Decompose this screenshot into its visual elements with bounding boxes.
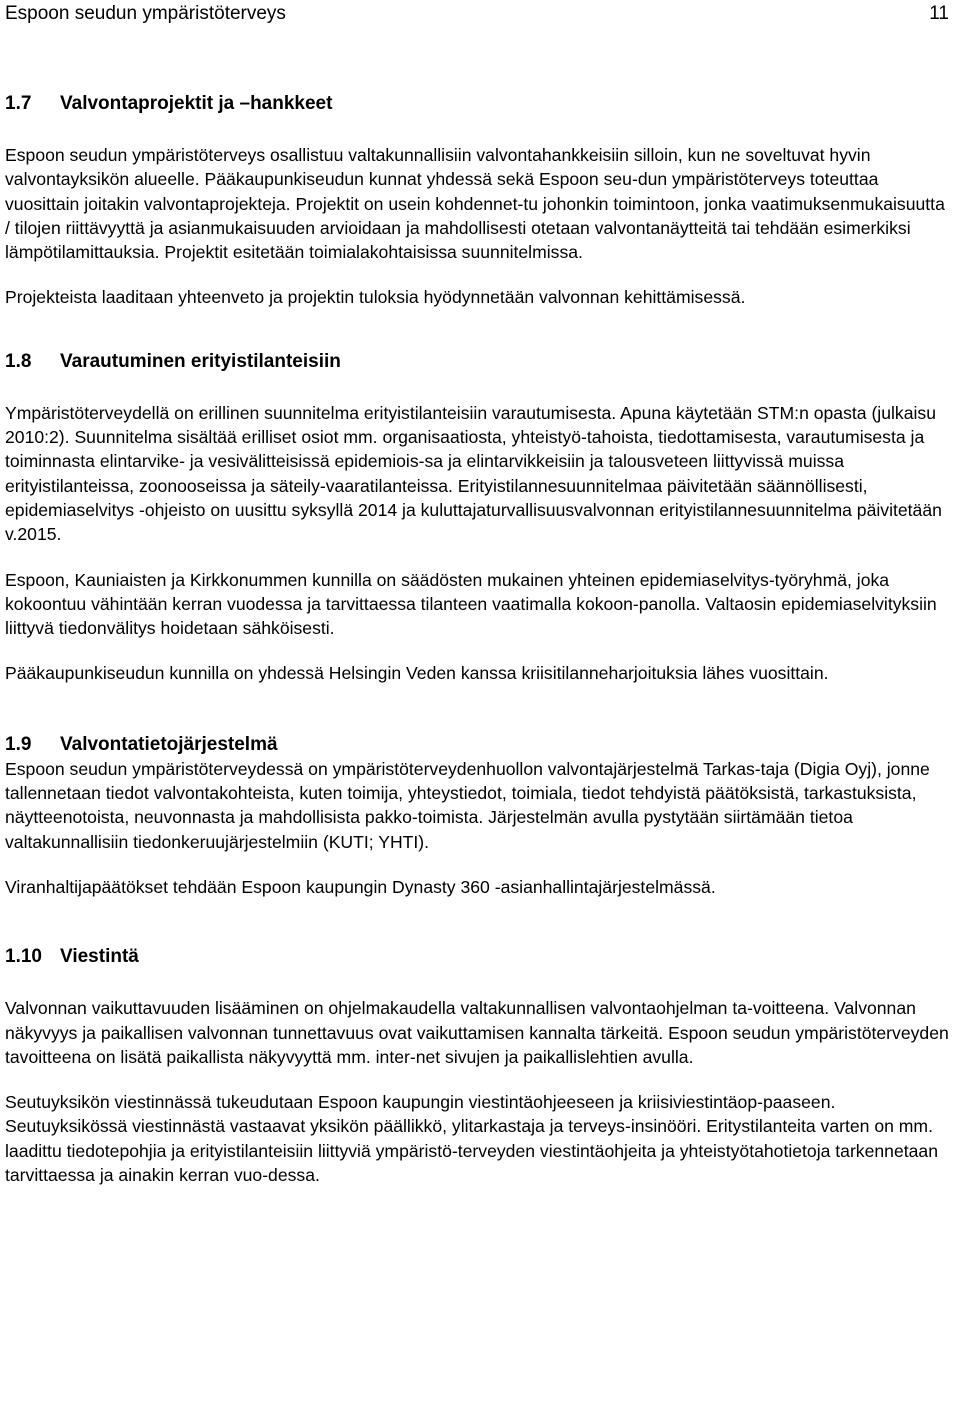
header-title: Espoon seudun ympäristöterveys [5, 3, 286, 24]
section-number: 1.7 [5, 93, 32, 114]
paragraph: Ympäristöterveydellä on erillinen suunnitelma erityistilanteisiin varautumisesta. Apuna käytetään STM:n opasta (julkaisu 2010:2). Suunnitelma sisältää erilliset osiot mm. organisaatiosta, yhteistyö-tahoista, tiedottamisesta, varautumisesta ja toiminnasta elintarvike- ja vesivälitteisissä epidemiois-sa ja elintarvikkeisiin ja talousveteen liittyvissä muissa erityistilanteissa, zoonooseissa ja säteily-vaaratilanteissa. Erityistilannesuunnitelmaa päivitetään säännöllisesti, epidemiaselvitys -ohjeisto on uusittu syksyllä 2014 ja kuluttajaturvallisuusvalvonnan erityistilannesuunnitelma päivitetään v.2015. [5, 402, 942, 545]
section-title: Valvontatietojärjestelmä [60, 733, 278, 755]
section-heading-1-9 [5, 733, 951, 757]
section-heading-1-7 [5, 92, 951, 116]
section-title: Varautuminen erityistilanteisiin [60, 350, 341, 372]
running-header [5, 0, 951, 30]
paragraph: Viranhaltijapäätökset tehdään Espoon kaupungin Dynasty 360 -asianhallintajärjestelmässä. [5, 876, 716, 897]
paragraph: Seutuyksikön viestinnässä tukeudutaan Espoon kaupungin viestintäohjeeseen ja kriisiviestintäop-paaseen. Seutuyksikössä viestinnästä vastaavat yksikön päällikkö, ylitarkastaja ja terveys-insinööri. Eritystilanteita varten on mm. laadittu tiedotepohjia ja erityistilanteisiin liittyviä ympäristö-terveyden viestintäohjeita ja yhteistyötahotietoja tarkennetaan tarvittaessa ja ainakin kerran vuo-dessa. [5, 1092, 938, 1186]
section-number: 1.9 [5, 733, 32, 755]
paragraph: Espoon seudun ympäristöterveydessä on ympäristöterveydenhuollon valvontajärjestelmä Tarkas-taja (Digia Oyj), jonne tallennetaan tiedot valvontakohteista, kuten toimija, yhteystiedot, toimiala, tiedot tehdyistä päätöksistä, tarkastuksista, näytteenotoista, neuvonnasta ja mahdollisista pakko-toimista. Järjestelmän avulla pystytään siirtämään tietoa valtakunnallisiin tiedonkeruujärjestelmiin (KUTI; YHTI). [5, 758, 930, 852]
paragraph: Valvonnan vaikuttavuuden lisääminen on ohjelmakaudella valtakunnallisen valvontaohjelman ta-voitteena. Valvonnan näkyvyys ja paikallisen valvonnan tunnettavuus ovat vaikuttamisen kannalta tärkeitä. Espoon seudun ympäristöterveyden tavoitteena on lisätä paikallista näkyvyyttä mm. inter-net sivujen ja paikallislehtien avulla. [5, 998, 949, 1067]
section-number: 1.8 [5, 350, 32, 372]
page-number: 11 [929, 3, 949, 24]
paragraph: Pääkaupunkiseudun kunnilla on yhdessä Helsingin Veden kanssa kriisitilanneharjoituksia lähes vuosittain. [5, 663, 829, 684]
section-number: 1.10 [5, 946, 42, 968]
paragraph: Projekteista laaditaan yhteenveto ja projektin tuloksia hyödynnetään valvonnan kehittämisessä. [5, 287, 746, 308]
section-title: Valvontaprojektit ja –hankkeet [60, 93, 333, 114]
paragraph: Espoon, Kauniaisten ja Kirkkonummen kunnilla on säädösten mukainen yhteinen epidemiaselvitys-työryhmä, joka kokoontuu vähintään kerran vuodessa ja tarvittaessa tilanteen vaatimalla kokoon-panolla. Valtaosin epidemiaselvityksiin liittyvä tiedonvälitys hoidetaan sähköisesti. [5, 569, 937, 639]
paragraph: Espoon seudun ympäristöterveys osallistuu valtakunnallisiin valvontahankkeisiin silloin, kun ne soveltuvat hyvin valvontayksikön alueelle. Pääkaupunkiseudun kunnat yhdessä sekä Espoon seu-dun ympäristöterveys toteuttaa vuosittain joitakin valvontaprojekteja. Projektit on usein kohdennet-tu johonkin toimintoon, jonka vaatimuksenmukaisuutta / tilojen riittävyyttä ja asianmukaisuuden arvioidaan ja mahdollisesti otetaan valvontanäytteitä tai tehdään esimerkiksi lämpötilamittauksia. Projektit esitetään toimialakohtaisissa suunnitelmissa. [5, 145, 945, 263]
document-page [5, 0, 951, 1187]
section-heading-1-8 [5, 350, 951, 374]
section-heading-1-10 [5, 945, 951, 969]
section-title: Viestintä [60, 946, 139, 968]
